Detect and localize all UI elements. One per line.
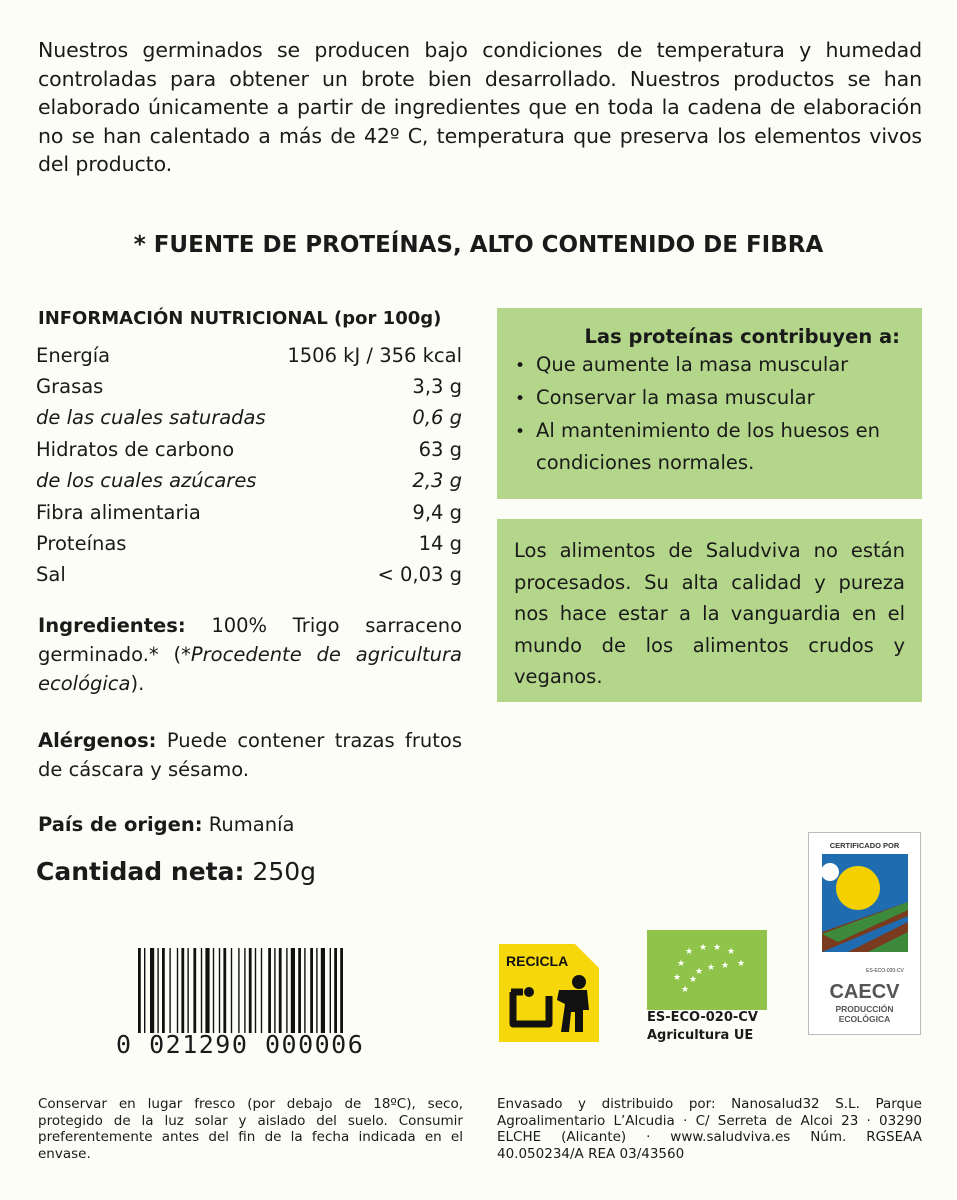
- nutrition-value: 9,4 g: [412, 501, 462, 524]
- nutrition-label: Sal: [36, 563, 66, 586]
- origin: [38, 810, 462, 839]
- barcode-bar: [181, 948, 184, 1033]
- protein-benefit-item: [515, 349, 902, 382]
- barcode-bar: [162, 948, 165, 1033]
- barcode-bar: [268, 948, 271, 1033]
- svg-text:★: ★: [677, 959, 686, 969]
- barcode-bar: [177, 948, 178, 1033]
- barcode-bar: [261, 948, 262, 1033]
- protein-benefit-item: [515, 415, 902, 479]
- nutrition-row: [36, 563, 462, 593]
- barcode-bar: [310, 948, 313, 1033]
- nutrition-label: Energía: [36, 344, 111, 367]
- barcode-bar: [201, 948, 202, 1033]
- eu-organic-origin: Agricultura UE: [647, 1028, 754, 1043]
- caecv-subtitle-1: PRODUCCIÓN: [835, 1004, 894, 1014]
- ingredients-text: 100% Trigo sarraceno germinado.* (: [38, 614, 462, 666]
- nutrition-row: [36, 501, 462, 531]
- barcode-bar: [231, 948, 232, 1033]
- caecv-name: CAECV: [829, 981, 900, 1003]
- svg-text:★: ★: [685, 947, 694, 957]
- net-quantity: [36, 857, 316, 886]
- svg-text:★: ★: [681, 985, 690, 995]
- nutrition-label: Grasas: [36, 375, 104, 398]
- protein-benefit-item: [515, 382, 902, 415]
- bullet-icon: [515, 415, 536, 479]
- barcode-bar: [223, 948, 226, 1033]
- barcode-bar: [219, 948, 220, 1033]
- caecv-certified-by: CERTIFICADO POR: [829, 841, 900, 850]
- nutrition-value: 14 g: [418, 532, 462, 555]
- allergens: [38, 726, 462, 784]
- net-quantity-value: 250g: [244, 857, 317, 886]
- recycle-label: RECICLA: [506, 953, 569, 969]
- barcode-bar: [298, 948, 301, 1033]
- origin-label: País de origen:: [38, 813, 203, 836]
- distributor-info: Envasado y distribuido por: Nanosalud32 S.L. Parque Agroalimentario L’Alcudia · C/ Serreta de Alcoi 23 · 03290 ELCHE (Alicante) · www.saludviva.es Núm. RGSEAA 40.050234/A REA 03/43560: [497, 1096, 922, 1162]
- barcode-bar: [138, 948, 141, 1033]
- bullet-icon: [515, 382, 536, 415]
- nutrition-label: de las cuales saturadas: [36, 406, 266, 429]
- ingredients-tail: ).: [130, 672, 145, 695]
- protein-benefit-text: Que aumente la masa muscular: [536, 353, 849, 376]
- protein-benefits-box: [497, 308, 922, 499]
- barcode-bar: [193, 948, 196, 1033]
- protein-benefits-title: Las proteínas contribuyen a:: [584, 325, 900, 348]
- nutrition-value: < 0,03 g: [377, 563, 462, 586]
- nutrition-value: 3,3 g: [412, 375, 462, 398]
- barcode-bar: [244, 948, 245, 1033]
- barcode-bar: [150, 948, 154, 1033]
- barcode-bar: [144, 948, 145, 1033]
- barcode-bar: [238, 948, 239, 1033]
- svg-text:★: ★: [727, 947, 736, 957]
- barcode-bar: [286, 948, 287, 1033]
- allergens-label: Alérgenos:: [38, 729, 157, 752]
- health-claim: * FUENTE DE PROTEÍNAS, ALTO CONTENIDO DE FIBRA: [133, 232, 824, 258]
- caecv-subtitle-2: ECOLÓGICA: [838, 1014, 891, 1024]
- storage-instructions: Conservar en lugar fresco (por debajo de 18ºC), seco, protegido de la luz solar y aislado del suelo. Consumir preferentemente antes del fin de la fecha indicada en el envase.: [38, 1096, 463, 1162]
- intro-paragraph: Nuestros germinados se producen bajo condiciones de temperatura y humedad controladas para obtener un brote bien desarrollado. Nuestros productos se han elaborado únicamente a partir de ingredientes que en toda la cadena de elaboración no se han calentado a más de 42º C, temperatura que preserva los elementos vivos del producto.: [38, 38, 922, 176]
- protein-benefits-list: [515, 349, 902, 479]
- caecv-small-code: ES-ECO-020-CV: [866, 968, 904, 974]
- eu-organic-code-line: ES-ECO-020-CV: [647, 1010, 758, 1025]
- recycle-icon: [499, 944, 599, 1042]
- bullet-icon: [515, 349, 536, 382]
- barcode-bar: [279, 948, 282, 1033]
- ingredients-note: *Procedente de agricultura ecológica: [38, 643, 462, 695]
- caecv-certification-logo: [808, 832, 921, 1035]
- saludviva-box: Los alimentos de Saludviva no están procesados. Su alta calidad y pureza nos hace estar a la vanguardia en el mundo de los alimentos crudos y veganos.: [497, 519, 922, 702]
- ingredients: [38, 611, 462, 698]
- allergens-text: Puede contener trazas frutos de cáscara y sésamo.: [38, 729, 462, 781]
- nutrition-row: [36, 438, 462, 468]
- nutrition-value: 63 g: [418, 438, 462, 461]
- nutrition-row: [36, 375, 462, 405]
- protein-benefit-text: Conservar la masa muscular: [536, 386, 815, 409]
- barcode-bar: [255, 948, 256, 1033]
- svg-text:★: ★: [713, 943, 722, 953]
- svg-text:★: ★: [699, 943, 708, 953]
- nutrition-title: INFORMACIÓN NUTRICIONAL (por 100g): [38, 308, 442, 329]
- nutrition-row: [36, 532, 462, 562]
- svg-text:★: ★: [689, 975, 698, 985]
- barcode-bar: [169, 948, 170, 1033]
- svg-text:★: ★: [673, 973, 682, 983]
- barcode-bar: [340, 948, 343, 1033]
- nutrition-value: 1506 kJ / 356 kcal: [287, 344, 462, 367]
- svg-text:★: ★: [721, 961, 730, 971]
- barcode-icon: [138, 948, 352, 1033]
- net-quantity-label: Cantidad neta:: [36, 857, 245, 886]
- nutrition-label: Hidratos de carbono: [36, 438, 235, 461]
- barcode-bar: [205, 948, 209, 1033]
- protein-benefit-text: Al mantenimiento de los huesos en condiciones normales.: [536, 419, 881, 474]
- barcode-bar: [316, 948, 317, 1033]
- origin-text: Rumanía: [202, 813, 295, 836]
- barcode-bar: [249, 948, 252, 1033]
- barcode-bar: [274, 948, 275, 1033]
- svg-text:★: ★: [737, 959, 746, 969]
- nutrition-label: de los cuales azúcares: [36, 469, 257, 492]
- nutrition-row: [36, 469, 462, 499]
- eu-organic-code: [647, 1009, 758, 1045]
- svg-text:★: ★: [695, 967, 704, 977]
- barcode-number: 0 021290 000006: [116, 1030, 365, 1059]
- nutrition-label: Fibra alimentaria: [36, 501, 201, 524]
- barcode-bar: [157, 948, 158, 1033]
- nutrition-label: Proteínas: [36, 532, 127, 555]
- nutrition-value: 2,3 g: [412, 469, 462, 492]
- barcode-bar: [187, 948, 188, 1033]
- barcode-bar: [330, 948, 331, 1033]
- nutrition-value: 0,6 g: [412, 406, 462, 429]
- barcode-bar: [291, 948, 295, 1033]
- barcode-bar: [321, 948, 325, 1033]
- nutrition-row: [36, 344, 462, 374]
- ingredients-label: Ingredientes:: [38, 614, 186, 637]
- nutrition-row: [36, 406, 462, 436]
- svg-text:★: ★: [707, 963, 716, 973]
- barcode-bar: [304, 948, 305, 1033]
- barcode-bar: [213, 948, 214, 1033]
- barcode-bar: [334, 948, 337, 1033]
- eu-organic-leaf-icon: [647, 930, 767, 1010]
